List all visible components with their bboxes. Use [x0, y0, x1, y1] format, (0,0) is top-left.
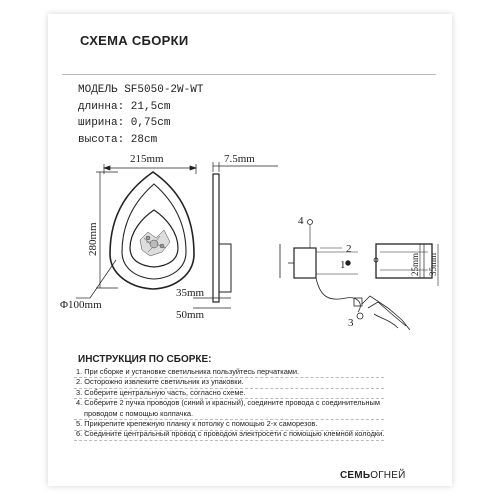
spec-model: МОДЕЛЬ SF5050-2W-WT — [78, 84, 204, 96]
dim-diameter-label: Φ100mm — [60, 299, 102, 311]
step-divider — [74, 398, 384, 399]
spec-height: высота: 28cm — [78, 133, 158, 146]
dim-vertical-25-label: 25mm — [410, 252, 420, 276]
dim-bracket-35-label: 35mm — [176, 287, 205, 299]
lamp-front-view — [110, 172, 194, 289]
instruction-step: 4. Соберите 2 пучка проводов (синий и красный), соедините провода с соединительным — [76, 398, 380, 408]
step-divider — [74, 419, 384, 420]
lamp-side-view — [193, 162, 278, 308]
brand-part-1: СЕМЬ — [340, 470, 371, 481]
brand-logo — [340, 470, 406, 481]
dim-height-label: 280mm — [87, 222, 99, 256]
step-divider — [74, 377, 384, 378]
spec-length: длинна: 21,5cm — [78, 100, 171, 113]
instruction-step-continuation: проводом с помощью колпачка. — [84, 408, 194, 418]
instruction-step: 2. Осторожно извлеките светильник из упаковки. — [76, 377, 244, 387]
dimension-diameter — [76, 260, 116, 298]
wires-icon — [316, 278, 410, 330]
instructions-title: ИНСТРУКЦИЯ ПО СБОРКЕ: — [78, 354, 212, 365]
dim-depth-label: 7.5mm — [224, 153, 255, 165]
step-divider — [74, 430, 384, 431]
instruction-step: 1. При сборке и установке светильника пользуйтесь перчатками. — [76, 367, 300, 376]
instruction-step: 6. Соедините центральный провод с проводом электросети с помощью клемной колодки. — [76, 429, 385, 439]
step-divider — [74, 388, 384, 389]
instruction-step: 5. Прикрепите крепежную планку к потолку с помощью 2-х саморезов. — [76, 419, 318, 429]
instruction-step: 3. Соберите центральную часть, согласно схеме. — [76, 387, 246, 397]
dim-vertical-35-label: 35mm — [428, 252, 438, 276]
callout-2: 2 — [346, 243, 352, 255]
dim-width-label: 215mm — [130, 153, 164, 165]
step-divider — [74, 440, 384, 441]
technical-drawing — [58, 148, 442, 334]
callout-1: 1 — [340, 259, 346, 271]
title-divider — [62, 74, 436, 75]
callout-3: 3 — [348, 317, 354, 329]
dimension-width — [104, 164, 196, 174]
spec-width: ширина: 0,75cm — [78, 117, 171, 129]
callout-4: 4 — [298, 215, 304, 227]
crystal-center-icon — [140, 230, 170, 256]
page-title: СХЕМА СБОРКИ — [80, 33, 189, 48]
spec-block — [78, 82, 203, 148]
dim-bracket-50-label: 50mm — [176, 309, 205, 321]
brand-part-2: ОГНЕЙ — [370, 470, 406, 481]
